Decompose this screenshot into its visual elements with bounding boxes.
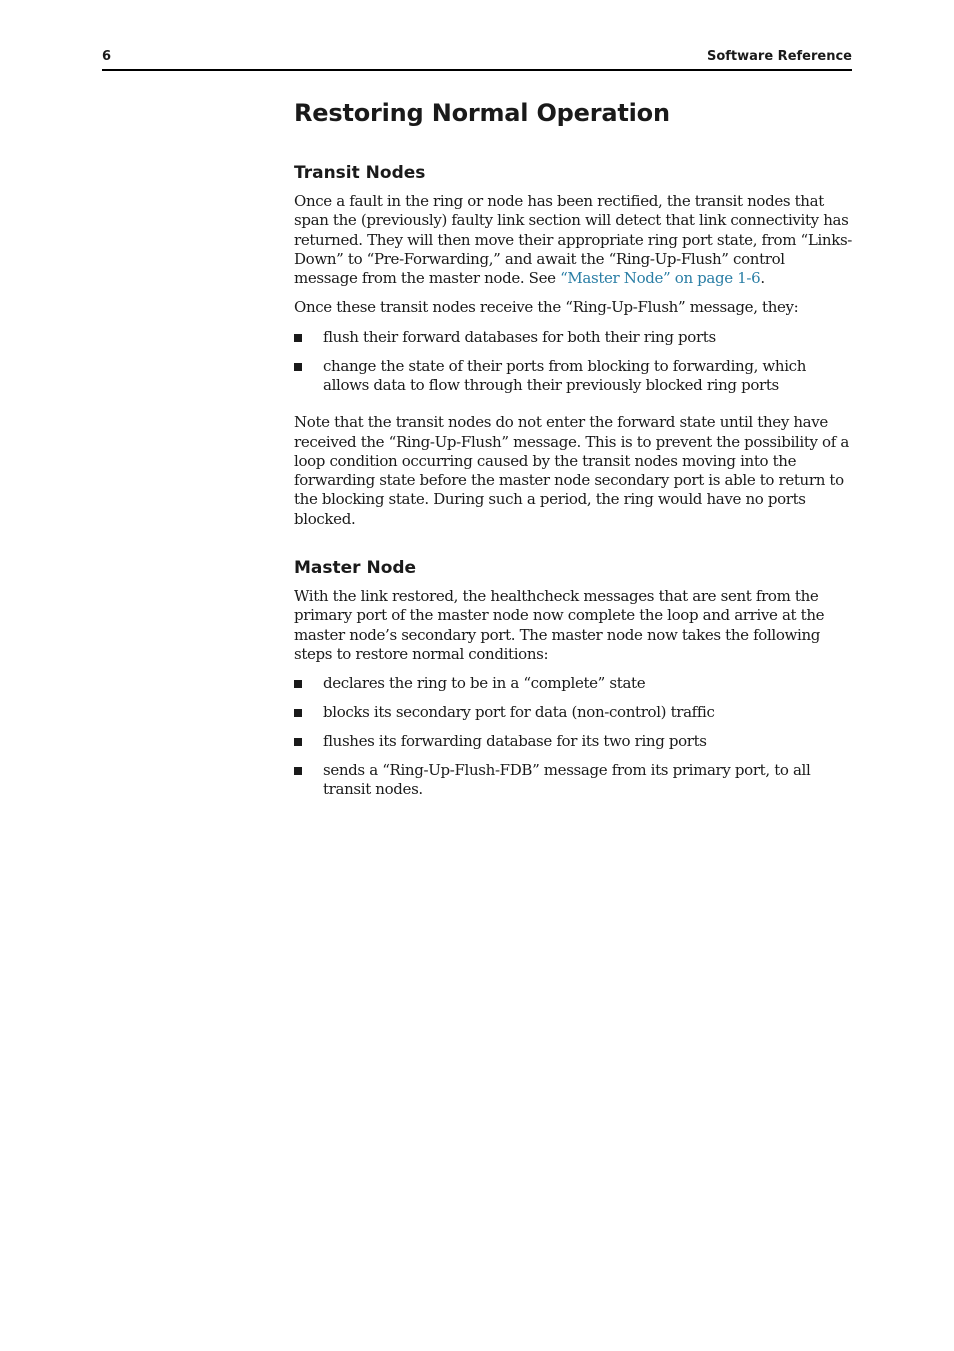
list-item-text: sends a “Ring-Up-Flush-FDB” message from its primary port, to all transit nodes. bbox=[323, 760, 811, 799]
page-title: Restoring Normal Operation bbox=[294, 99, 670, 127]
transit-bullet-list bbox=[294, 328, 852, 395]
master-node-cross-reference-link[interactable]: “Master Node” on page 1-6 bbox=[560, 269, 761, 288]
square-bullet-icon bbox=[294, 709, 302, 717]
page-content bbox=[294, 96, 852, 810]
transit-nodes-heading: Transit Nodes bbox=[294, 163, 426, 183]
square-bullet-icon bbox=[294, 738, 302, 746]
list-item bbox=[294, 357, 852, 396]
transit-paragraph-1 bbox=[294, 192, 852, 288]
transit-paragraph-2: Once these transit nodes receive the “Ring-Up-Flush” message, they: bbox=[294, 298, 799, 317]
list-item-text: flushes its forwarding database for its two ring ports bbox=[323, 732, 707, 751]
list-item bbox=[294, 328, 852, 347]
list-item-text: blocks its secondary port for data (non-control) traffic bbox=[323, 703, 715, 722]
page-number: 6 bbox=[102, 49, 112, 64]
transit-paragraph-1-end: . bbox=[760, 269, 765, 288]
list-item-text: change the state of their ports from blocking to forwarding, which allows data to flow through their previously blocked ring ports bbox=[323, 356, 807, 394]
list-item-text: declares the ring to be in a “complete” state bbox=[323, 674, 646, 693]
master-paragraph-1: With the link restored, the healthcheck messages that are sent from the primary port of the master node now complete the loop and arrive at the master node’s secondary port. The master node now takes the following steps to restore normal conditions: bbox=[294, 587, 825, 663]
master-bullet-list bbox=[294, 674, 852, 799]
master-node-heading: Master Node bbox=[294, 558, 417, 579]
transit-nodes-section bbox=[294, 162, 852, 529]
list-item-text: flush their forward databases for both their ring ports bbox=[323, 327, 716, 346]
list-item bbox=[294, 761, 852, 800]
square-bullet-icon bbox=[294, 363, 302, 371]
square-bullet-icon bbox=[294, 680, 302, 688]
master-node-section bbox=[294, 557, 852, 799]
transit-paragraph-1-text: Once a fault in the ring or node has been rectified, the transit nodes that span the (previously) faulty link section will detect that link connectivity has returned. They will then move their appropriate ring port state, from “Links-Down” to “Pre-Forwarding,” and await the “Ring-Up-Flush” control message from the master node. See bbox=[294, 192, 853, 288]
square-bullet-icon bbox=[294, 334, 302, 342]
page-header bbox=[102, 47, 852, 71]
running-title: Software Reference bbox=[706, 49, 852, 64]
square-bullet-icon bbox=[294, 767, 302, 775]
transit-paragraph-3: Note that the transit nodes do not enter the forward state until they have received the “Ring-Up-Flush” message. This is to prevent the possibility of a loop condition occurring caused by the transit nodes moving into the forwarding state before the master node secondary port is able to return to the blocking state. During such a period, the ring would have no ports blocked. bbox=[294, 413, 849, 528]
list-item bbox=[294, 703, 852, 722]
list-item bbox=[294, 732, 852, 751]
list-item bbox=[294, 674, 852, 693]
